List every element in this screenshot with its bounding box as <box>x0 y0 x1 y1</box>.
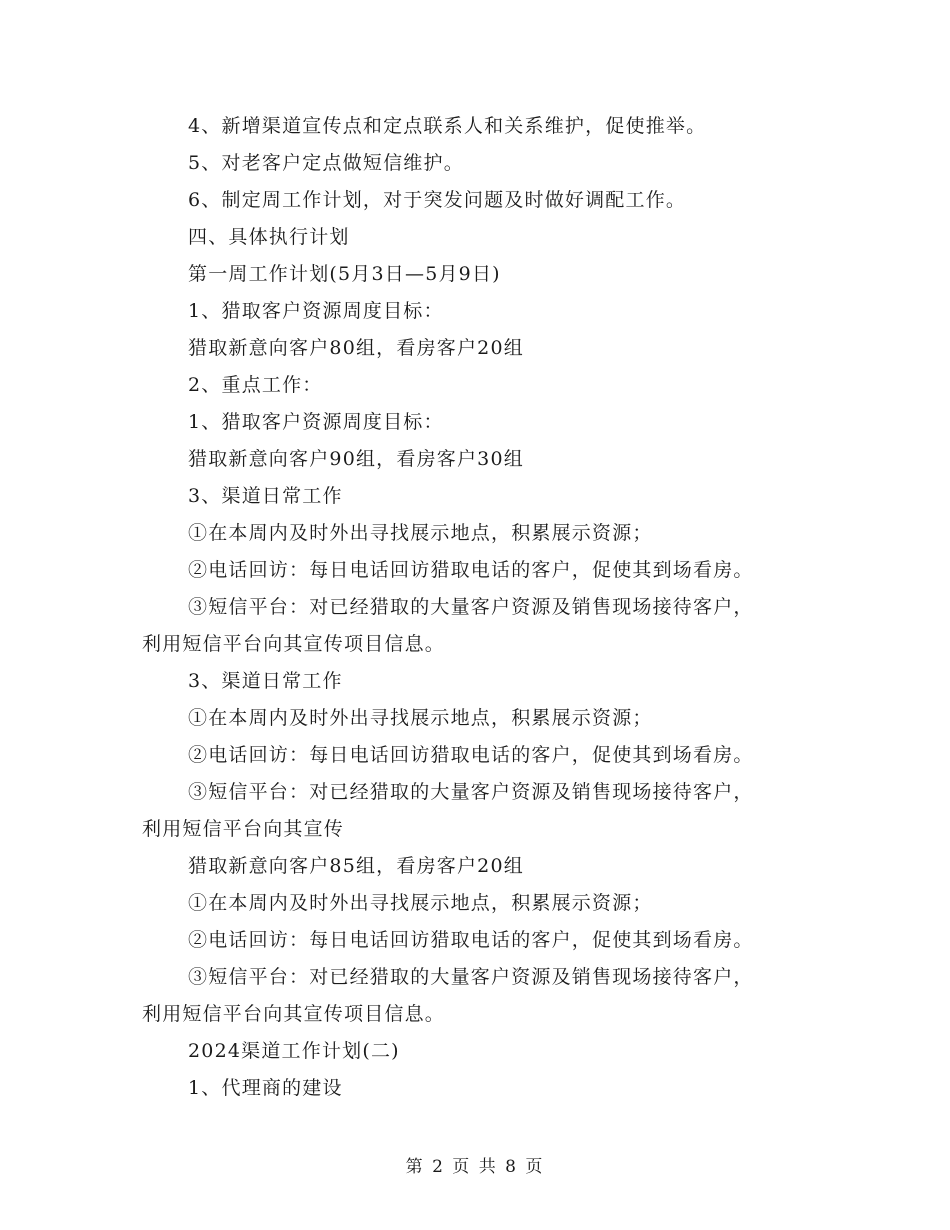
paragraph-line: 2024渠道工作计划(二) <box>188 1040 400 1062</box>
paragraph-line: 利用短信平台向其宣传项目信息。 <box>142 1003 446 1025</box>
paragraph-line: 5、对老客户定点做短信维护。 <box>188 152 464 174</box>
paragraph-line: 1、代理商的建设 <box>188 1077 343 1099</box>
paragraph-line: 猎取新意向客户80组，看房客户20组 <box>188 337 524 359</box>
paragraph-line: 3、渠道日常工作 <box>188 670 343 692</box>
paragraph-line: 第一周工作计划(5月3日—5月9日) <box>188 263 501 285</box>
paragraph-line: ②电话回访：每日电话回访猎取电话的客户，促使其到场看房。 <box>188 929 754 951</box>
paragraph-line: 6、制定周工作计划，对于突发问题及时做好调配工作。 <box>188 189 687 211</box>
paragraph-line: 利用短信平台向其宣传项目信息。 <box>142 633 446 655</box>
paragraph-line: 1、猎取客户资源周度目标： <box>188 411 444 433</box>
paragraph-line: ③短信平台：对已经猎取的大量客户资源及销售现场接待客户， <box>188 966 754 988</box>
paragraph-line: ③短信平台：对已经猎取的大量客户资源及销售现场接待客户， <box>188 596 754 618</box>
paragraph-line: 利用短信平台向其宣传 <box>142 818 345 840</box>
paragraph-line: ②电话回访：每日电话回访猎取电话的客户，促使其到场看房。 <box>188 559 754 581</box>
paragraph-line: 2、重点工作： <box>188 374 323 396</box>
paragraph-line: 猎取新意向客户85组，看房客户20组 <box>188 855 524 877</box>
paragraph-line: 3、渠道日常工作 <box>188 485 343 507</box>
paragraph-line: 1、猎取客户资源周度目标： <box>188 300 444 322</box>
document-body <box>142 108 804 1107</box>
page-footer: 第 2 页 共 8 页 <box>405 1157 545 1177</box>
paragraph-line: ②电话回访：每日电话回访猎取电话的客户，促使其到场看房。 <box>188 744 754 766</box>
paragraph-line: ①在本周内及时外出寻找展示地点，积累展示资源； <box>188 707 653 729</box>
paragraph-line: 四、具体执行计划 <box>188 226 350 248</box>
paragraph-line: ①在本周内及时外出寻找展示地点，积累展示资源； <box>188 522 653 544</box>
paragraph-line: 猎取新意向客户90组，看房客户30组 <box>188 448 524 470</box>
paragraph-line: 4、新增渠道宣传点和定点联系人和关系维护，促使推举。 <box>188 115 707 137</box>
paragraph-line: ③短信平台：对已经猎取的大量客户资源及销售现场接待客户， <box>188 781 754 803</box>
paragraph-line: ①在本周内及时外出寻找展示地点，积累展示资源； <box>188 892 653 914</box>
